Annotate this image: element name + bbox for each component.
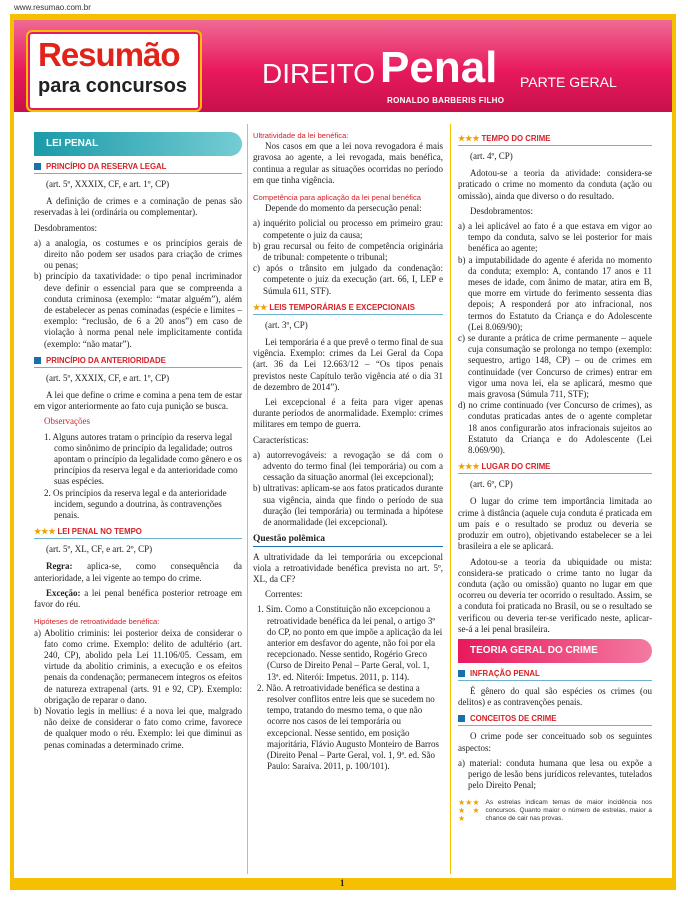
list-item: b) Novatio legis in mellius: é a nova lei que, malgrado não deixe de considerar o fato como crime, favorece de qualquer modo o réu. Exemplo: lei que diminui as penas cominadas a determinado crime.	[34, 705, 242, 750]
legal-reference: (art. 5º, XXXIX, CF, e art. 1º, CP)	[46, 372, 170, 383]
legal-reference: (art. 5º, XXXIX, CF, e art. 1º, CP)	[46, 179, 170, 189]
red-subheading: Hipóteses de retroatividade benéfica:	[34, 617, 160, 627]
red-subheading: Ultratividade da lei benéfica:	[253, 131, 349, 140]
stars-legend	[458, 799, 652, 823]
subheading: CONCEITOS DE CRIME	[458, 714, 652, 726]
section-teoria-geral: TEORIA GERAL DO CRIME	[458, 639, 652, 663]
paragraph: A ultratividade da lei temporária ou excepcional viola a retroatividade benéfica prevista no art. 5º, XL, da CF?	[253, 551, 443, 584]
title-direito: DIREITO	[262, 58, 376, 89]
logo-line2: para concursos	[38, 75, 187, 97]
subheading: ★★★ LEI PENAL NO TEMPO	[34, 527, 242, 539]
star-rating-icon: ★★★	[458, 134, 480, 143]
list-item: 2. Não. A retroatividade benéfica se destina a resolver conflitos entre leis que se sucedem no tempo, tratando do mesmo tema, o que não ocorre nos casos de lei temporária ou excepcional. Nesse sentido, em posição majoritária, Flávio Augusto Monteiro de Barros (Direito Penal – Parte Geral, vol. 1, 9ª. ed. São Paulo: Saraiva. 2011, p. 100/101).	[257, 682, 439, 772]
star-rating-icon: ★★	[253, 302, 268, 312]
column-3	[458, 128, 652, 823]
list-item: a) a lei aplicável ao fato é a que estava em vigor ao tempo da conduta, salvo se lei posterior for mais benéfica ao agente;	[458, 221, 652, 254]
square-bullet-icon	[34, 163, 41, 170]
paragraph: A lei que define o crime e comina a pena tem de estar em vigor anteriormente ao fato cuja punição se busca.	[34, 390, 242, 412]
title-penal: Penal	[380, 43, 498, 92]
paragraph: Adotou-se a teoria da ubiquidade ou mista: considera-se praticado o crime tanto no lugar da conduta (ação ou omissão) quanto no lugar em que ocorreu ou deveria ter ocorrido o resultado. Assim, se a conduta foi praticada no Brasil, ou se o resultado se verificou ou deveria ter-se verificado neste, aplicar-se-á a lei penal brasileira.	[458, 556, 652, 634]
paragraph: Características:	[253, 434, 309, 445]
paragraph: A definição de crimes e a cominação de penas são reservadas à lei (ordinária ou complementar).	[34, 196, 242, 218]
subheading: ★★★ TEMPO DO CRIME	[458, 134, 652, 146]
observations-heading: Observações	[44, 416, 90, 427]
author-name: RONALDO BARBERIS FILHO	[387, 96, 505, 105]
legal-reference: (art. 4º, CP)	[470, 151, 513, 161]
paragraph: Desdobramentos:	[470, 205, 533, 216]
brand-logo	[26, 30, 202, 112]
legal-reference: (art. 5º, XL, CF, e art. 2º, CP)	[46, 544, 153, 555]
square-bullet-icon	[458, 670, 465, 677]
list-item: 1. Alguns autores tratam o princípio da reserva legal como sinônimo de princípio da legalidade; outros apontam o princípio da legalidade como gênero e os princípios da reserva legal e da anterioridade como suas espécies.	[44, 431, 242, 487]
list-item: b) grau recursal ou feito de competência originária de tribunal: competente o tribunal;	[253, 240, 443, 263]
list-item: a) autorrevogáveis: a revogação se dá com o advento do termo final (lei temporária) ou com a cessação da situação anormal (lei excepcional);	[253, 449, 443, 483]
site-url: www.resumao.com.br	[14, 3, 91, 12]
star-rating-icon: ★★★	[34, 527, 56, 537]
title-parte-geral: PARTE GERAL	[520, 74, 617, 90]
star-rating-icon: ★★★ ★★ ★	[458, 798, 480, 824]
column-divider	[450, 124, 451, 874]
subheading: ★★ LEIS TEMPORÁRIAS E EXCEPCIONAIS	[253, 303, 443, 315]
legend-text: As estrelas indicam temas de maior incidência nos concursos. Quanto maior o número de estrelas, maior a chance de cair nas provas.	[485, 799, 652, 823]
paragraph: Nos casos em que a lei nova revogadora é mais gravosa ao agente, a lei revogada, mais benéfica, continua a regular as situações ocorridas no período em que tinha vigência.	[253, 141, 443, 185]
section-lei-penal: LEI PENAL	[34, 132, 242, 156]
paragraph: É gênero do qual são espécies os crimes (ou delitos) e as contravenções penais.	[458, 685, 652, 708]
list-item: b) a imputabilidade do agente é aferida no momento da conduta; exemplo: A, contando 17 anos e 11 meses de idade, com ânimo de matar, atira em B, que morre em virtude do ferimento sessenta dias depois; A responderá por ato infracional, nos termos do Estatuto da Criança e do Adolescente (Lei 8.069/90);	[458, 254, 652, 332]
red-subheading: Competência para aplicação da lei penal benéfica	[253, 193, 422, 203]
paragraph: Correntes:	[265, 589, 303, 600]
page-number: 1	[340, 878, 345, 888]
legal-reference: (art. 6º, CP)	[470, 479, 513, 490]
subheading: PRINCÍPIO DA ANTERIORIDADE	[34, 356, 242, 368]
paragraph: O lugar do crime tem importância limitada ao crime à distância (aquele cuja conduta é praticada em um país e o resultado se produz ou deveria se produzir em outro), objetivando estabelecer se a lei brasileira a ele se aplicará.	[458, 496, 652, 552]
list-item: b) ultrativas: aplicam-se aos fatos praticados durante sua vigência, ainda que findo o período de sua duração (lei temporária) ou terminada a hipótese de anormalidade (lei excepcional).	[253, 483, 443, 528]
list-item: a) Abolitio criminis: lei posterior deixa de considerar o fato como crime. Exemplo: delito de adultério (art. 240, CP), abolido pela Lei 11.106/05. Cessam, em virtude da abolitio criminis, a execução e os efeitos penais da condenação; permanecem íntegros os efeitos de natureza extrapenal (arts. 91 e 92, CP). Exemplo: obrigação de reparar o dano.	[34, 627, 242, 705]
paragraph: Depende do momento da persecução penal:	[265, 203, 422, 214]
list-item: 1. Sim. Como a Constituição não excepcionou a retroatividade benéfica da lei penal, o artigo 3º do CP, no ponto em que impõe a aplicação da lei anterior em desfavor do agente, não foi por ela recepcionado. Nesse sentido, Rogério Greco (Curso de Direito Penal – Parte Geral, vol. 1, 13ª. ed. Niterói: Impetus. 2011, p. 114).	[257, 604, 443, 682]
list-item: 2. Os princípios da reserva legal e da anterioridade incidem, segundo a doutrina, às contravenções penais.	[44, 487, 227, 521]
subheading: INFRAÇÃO PENAL	[458, 669, 652, 681]
list-item: b) princípio da taxatividade: o tipo penal incriminador deve definir o essencial para que se compreenda a conduta criminosa (exemplo: “matar alguém”), além de estabelecer as penas cominadas (espécie e limites – exemplo: “reclusão, de 6 a 20 anos”) em caso de violação à norma penal nele implicitamente contida (exemplo: “não matar”).	[34, 271, 242, 349]
list-item: a) inquérito policial ou processo em primeiro grau: competente o juiz da causa;	[253, 218, 443, 240]
question-heading: Questão polêmica	[253, 534, 443, 546]
paragraph: Desdobramentos:	[34, 222, 97, 233]
column-divider	[247, 124, 248, 874]
paragraph: Exceção: a lei penal benéfica posterior retroage em favor do réu.	[34, 587, 242, 610]
legal-reference: (art. 3º, CP)	[265, 319, 308, 330]
column-2	[253, 128, 443, 772]
square-bullet-icon	[458, 715, 465, 722]
list-item: a) material: conduta humana que lesa ou expõe a perigo de lesão bens jurídicos relevantes, tutelados pelo Direito Penal;	[458, 757, 652, 791]
list-item: c) se durante a prática de crime permanente – aquele cuja consumação se prolonga no tempo (exemplo: sequestro, artigo 148, CP) – ou de crimes em continuidade (ver Concurso de crimes) entrar em vigor uma nova lei, ela se aplicará, mesmo que mais gravosa (Súmula 711, STF);	[458, 333, 652, 400]
column-1	[34, 128, 242, 751]
paragraph: Regra: aplica-se, como consequência da anterioridade, a lei vigente ao tempo do crime.	[34, 561, 242, 583]
paragraph: Adotou-se a teoria da atividade: considera-se praticado o crime no momento da conduta (ação ou omissão), ainda que diverso o do resultado.	[458, 168, 652, 201]
square-bullet-icon	[34, 357, 41, 364]
list-item: c) após o trânsito em julgado da condenação: competente o juiz da execução (art. 66, I, LEP e Súmula 611, STF).	[253, 263, 443, 296]
paragraph: O crime pode ser conceituado sob os seguintes aspectos:	[458, 731, 652, 753]
subheading: ★★★ LUGAR DO CRIME	[458, 462, 652, 474]
star-rating-icon: ★★★	[458, 462, 480, 472]
paragraph: Lei temporária é a que prevê o termo final de sua vigência. Exemplo: crimes da Lei Geral da Copa (art. 36 da Lei 12.663/12 – “Os tipos penais previstos neste Capítulo terão vigência até o dia 31 de dezembro de 2014”).	[253, 337, 443, 392]
subheading: PRINCÍPIO DA RESERVA LEGAL	[34, 162, 242, 174]
list-item: a) a analogia, os costumes e os princípios gerais de direito não podem ser usados para criação de crimes ou penas;	[34, 237, 242, 271]
paragraph: Lei excepcional é a feita para viger apenas durante períodos de anormalidade. Exemplo: crimes militares em tempo de guerra.	[253, 397, 443, 430]
list-item: d) no crime continuado (ver Concurso de crimes), as condutas praticadas antes de o agente completar 18 anos configurarão atos infracionais sujeitos ao Estatuto da Criança e do Adolescente (Lei 8.069/90).	[458, 400, 652, 456]
logo-line1: Resumão	[38, 36, 180, 73]
